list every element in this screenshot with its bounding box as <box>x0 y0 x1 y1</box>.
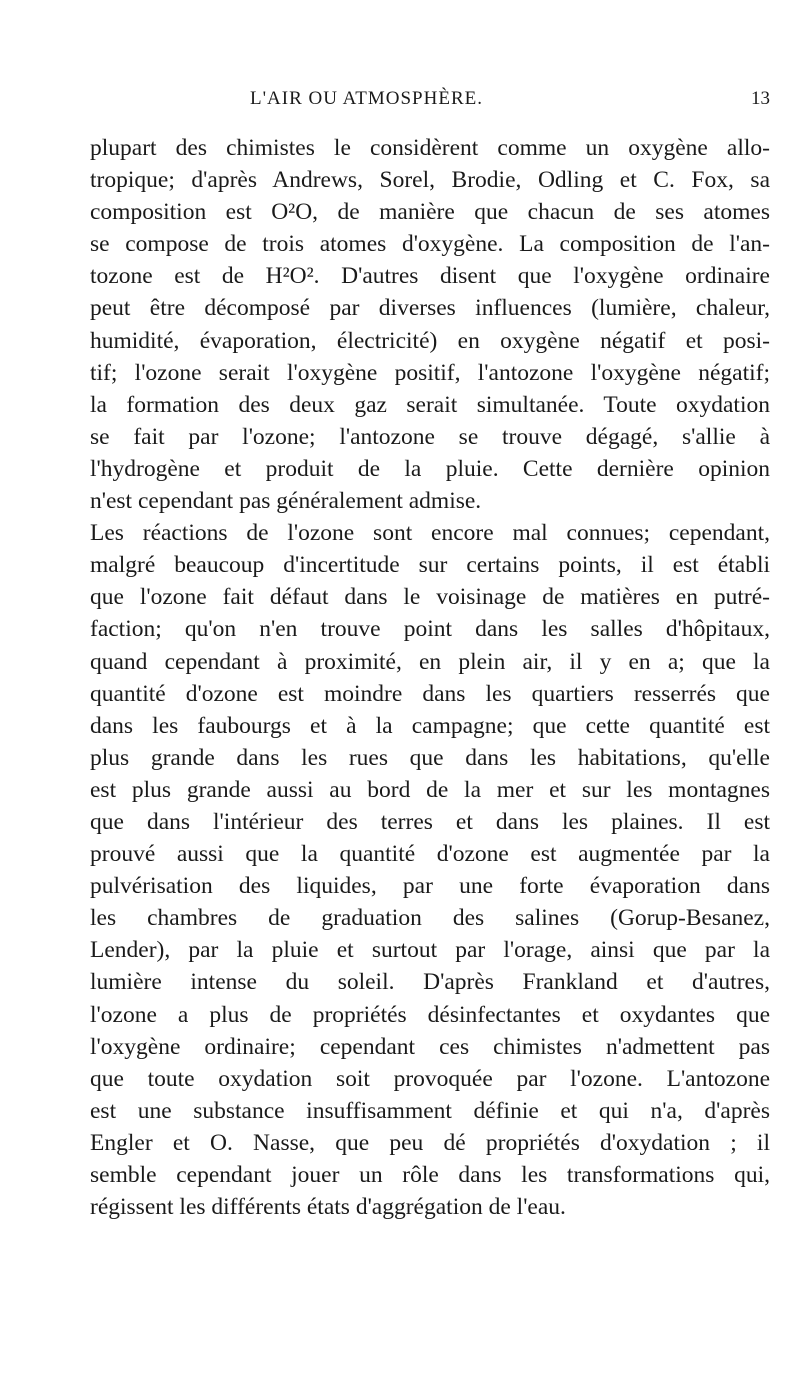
text-line: faction; qu'on n'en trouve point dans les salles d'hôpitaux, <box>90 616 770 643</box>
text-line: quand cependant à proximité, en plein air, il y en a; que la <box>90 648 770 675</box>
text-line: lumière intense du soleil. D'après Frankland et d'autres, <box>90 969 770 996</box>
text-line: l'hydrogène et produit de la pluie. Cette dernière opinion <box>90 455 770 482</box>
text-line: régissent les différents états d'aggrégation de l'eau. <box>90 1194 566 1221</box>
text-line: les chambres de graduation des salines (Gorup-Besanez, <box>90 905 770 932</box>
text-line: pulvérisation des liquides, par une forte évaporation dans <box>90 873 770 900</box>
text-line: se compose de trois atomes d'oxygène. La composition de l'an- <box>90 231 770 258</box>
text-line: la formation des deux gaz serait simultanée. Toute oxydation <box>90 391 770 418</box>
running-title: L'AIR OU ATMOSPHÈRE. <box>250 88 483 109</box>
page-number: 13 <box>751 88 770 109</box>
text-line: Les réactions de l'ozone sont encore mal connues; cependant, <box>90 520 770 547</box>
text-line: quantité d'ozone est moindre dans les quartiers resserrés que <box>90 680 770 707</box>
text-line: Lender), par la pluie et surtout par l'orage, ainsi que par la <box>90 937 770 964</box>
text-line: dans les faubourgs et à la campagne; que cette quantité est <box>90 712 770 739</box>
body-text <box>90 132 770 1223</box>
text-line: malgré beaucoup d'incertitude sur certains points, il est établi <box>90 552 770 579</box>
text-line: semble cependant jouer un rôle dans les transformations qui, <box>90 1162 770 1188</box>
text-line: que dans l'intérieur des terres et dans les plaines. Il est <box>90 808 770 835</box>
text-line: est une substance insuffisamment définie et qui n'a, d'après <box>90 1097 770 1124</box>
running-head <box>250 88 770 116</box>
text-line: que l'ozone fait défaut dans le voisinage de matières en putré- <box>90 584 770 611</box>
text-line: tif; l'ozone serait l'oxygène positif, l'antozone l'oxygène négatif; <box>90 359 770 386</box>
text-line: n'est cependant pas généralement admise. <box>90 488 482 515</box>
text-line: prouvé aussi que la quantité d'ozone est augmentée par la <box>90 841 770 868</box>
text-line: peut être décomposé par diverses influences (lumière, chaleur, <box>90 295 770 322</box>
text-line: plus grande dans les rues que dans les habitations, qu'elle <box>90 744 770 771</box>
text-line: humidité, évaporation, électricité) en oxygène négatif et posi- <box>90 327 770 354</box>
text-line: tozone est de H²O². D'autres disent que l'oxygène ordinaire <box>90 263 770 290</box>
text-line: l'ozone a plus de propriétés désinfectantes et oxydantes que <box>90 1001 770 1028</box>
text-line: Engler et O. Nasse, que peu dé propriétés d'oxydation ; il <box>90 1129 770 1156</box>
text-line: que toute oxydation soit provoquée par l'ozone. L'antozone <box>90 1065 770 1092</box>
text-line: composition est O²O, de manière que chacun de ses atomes <box>90 199 770 226</box>
text-line: tropique; d'après Andrews, Sorel, Brodie, Odling et C. Fox, sa <box>90 167 770 194</box>
text-line: plupart des chimistes le considèrent comme un oxygène allo- <box>90 135 770 161</box>
text-line: l'oxygène ordinaire; cependant ces chimistes n'admettent pas <box>90 1033 770 1060</box>
text-line: est plus grande aussi au bord de la mer et sur les montagnes <box>90 776 770 803</box>
text-line: se fait par l'ozone; l'antozone se trouve dégagé, s'allie à <box>90 423 770 450</box>
